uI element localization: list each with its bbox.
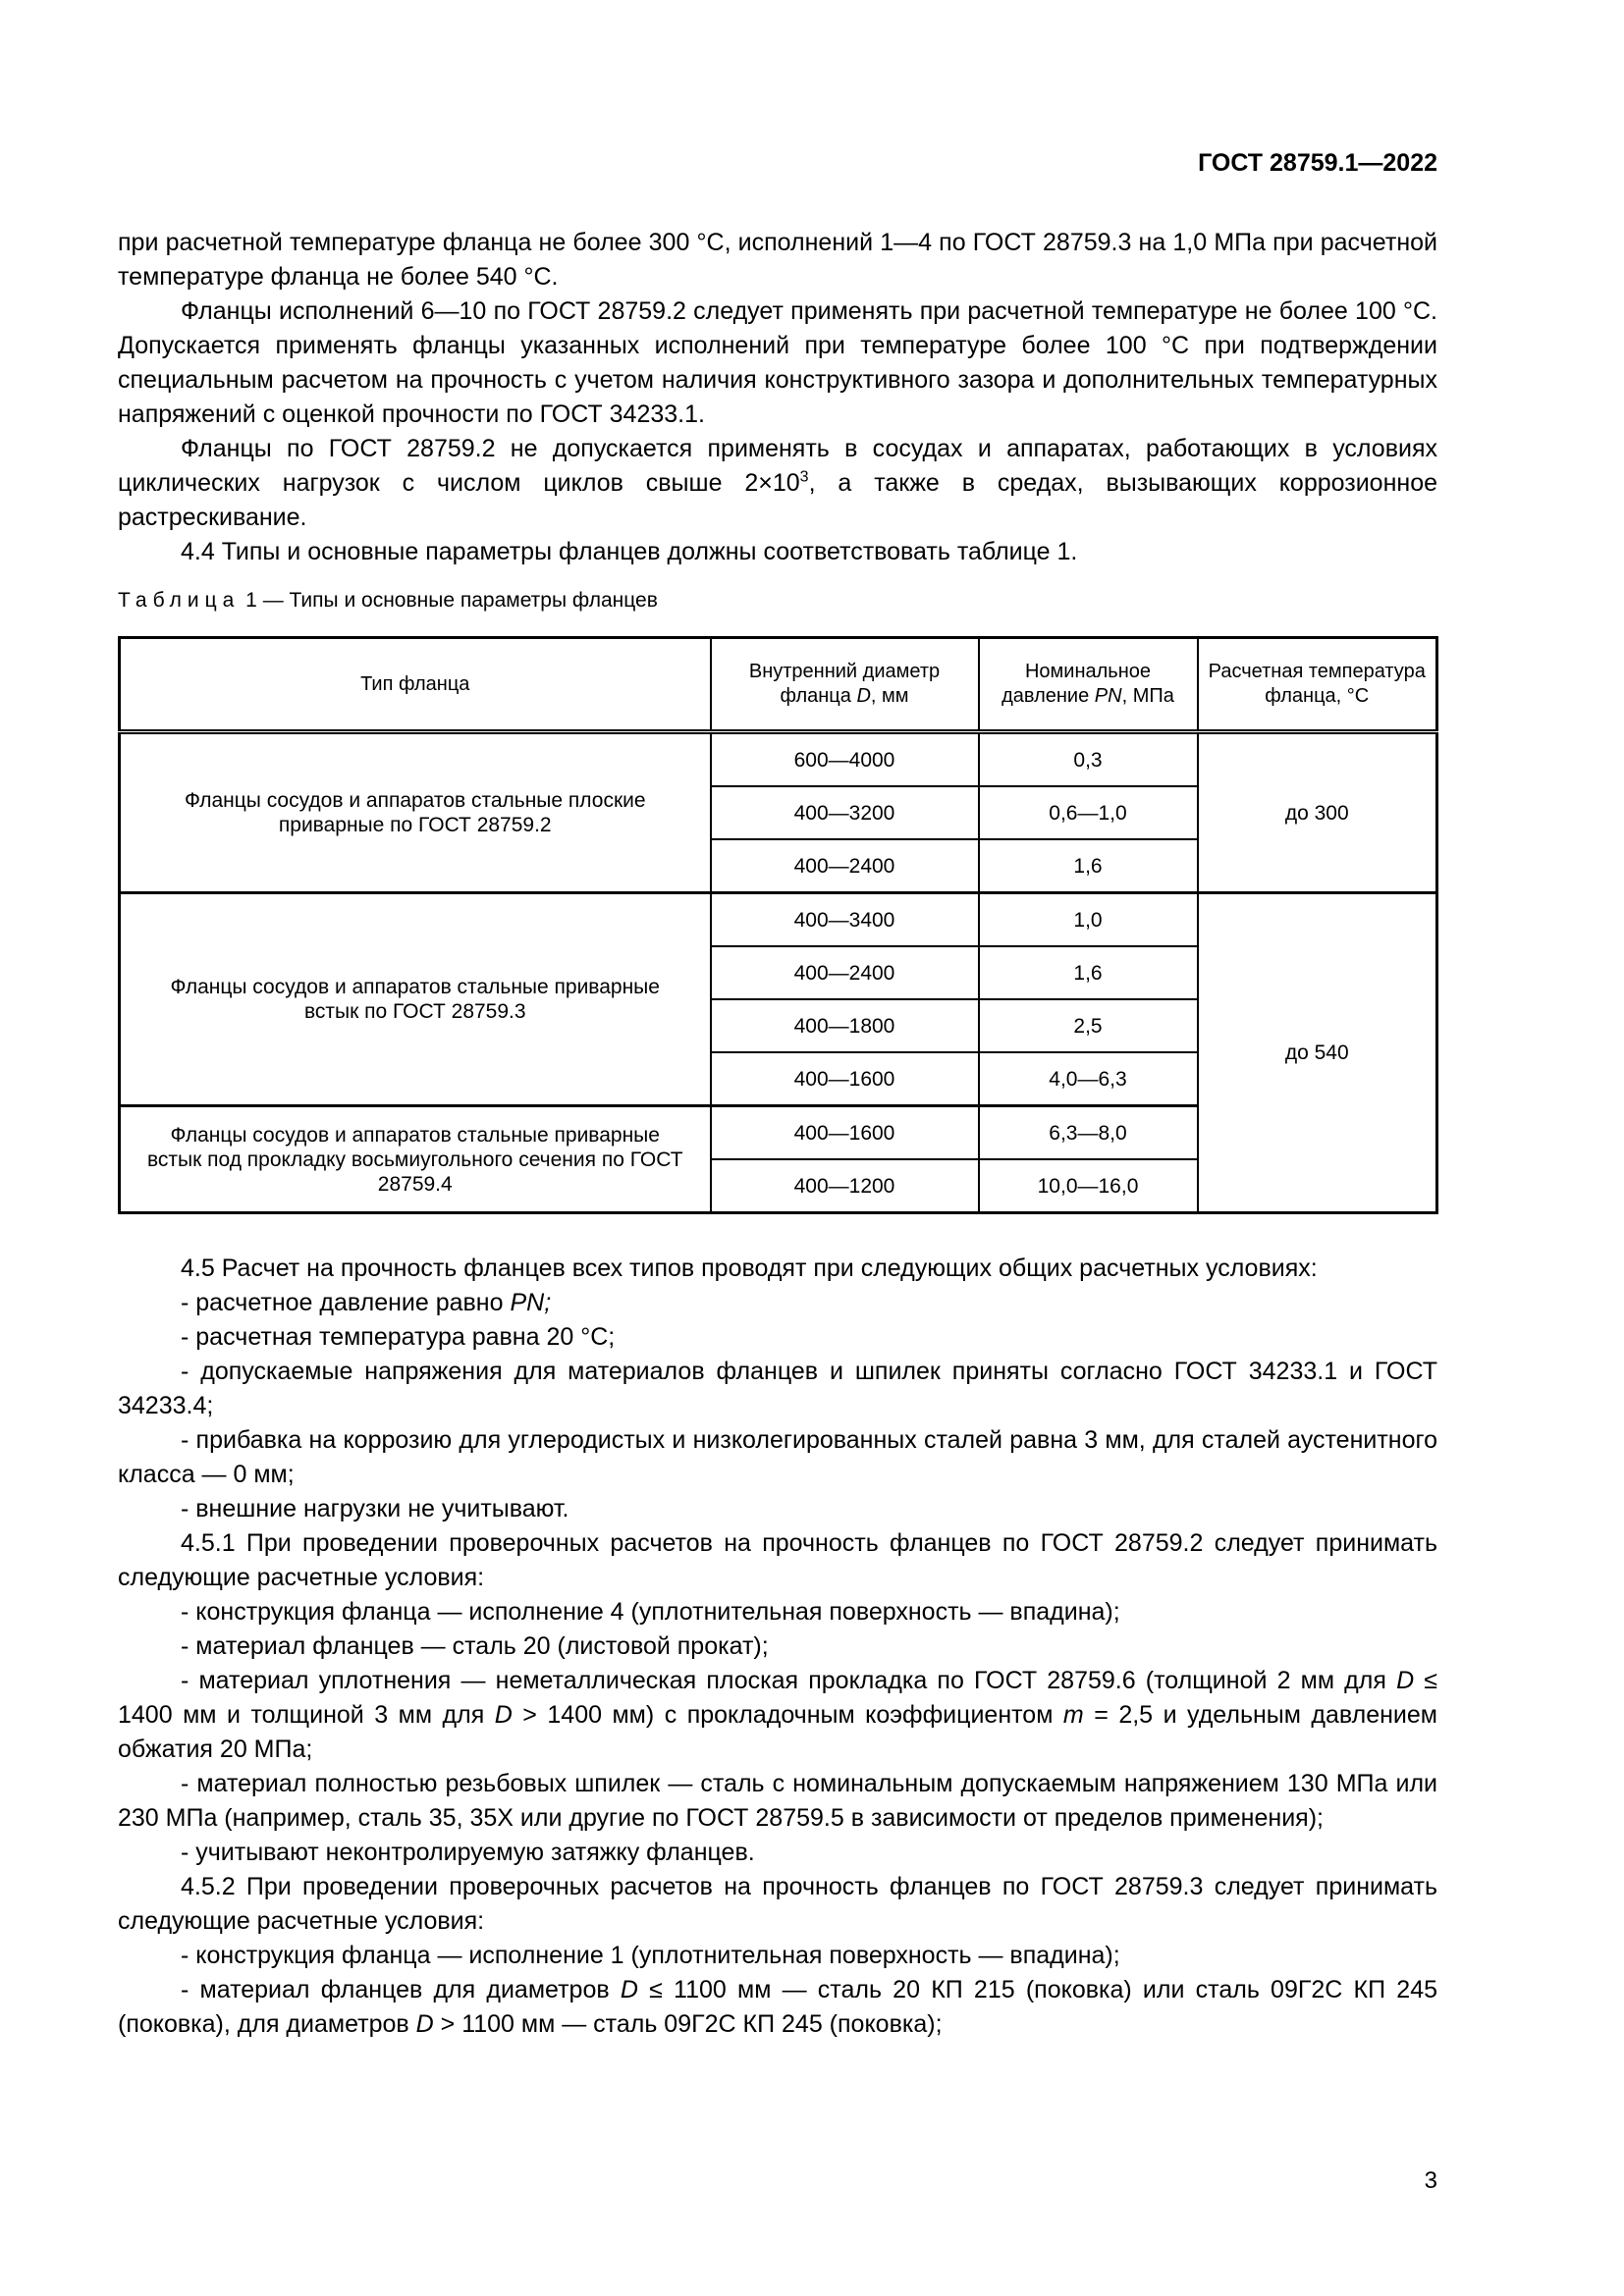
header-pressure: Номинальное давление PN, МПа	[979, 638, 1198, 732]
paragraph	[118, 1423, 1437, 1492]
paragraph	[118, 1629, 1437, 1664]
text-segment: - материал полностью резьбовых шпилек — сталь с номинальным допускаемым напряжением 130 МПа или 230 МПа (например, сталь 35, 35Х или другие по ГОСТ 28759.5 в зависимости от пределов применения);	[118, 1770, 1437, 1832]
text-segment: > 1100 мм — сталь 09Г2С КП 245 (поковка);	[433, 2010, 943, 2038]
paragraph	[118, 294, 1437, 432]
cell-diameter: 600—4000	[711, 732, 979, 787]
text-segment: D	[415, 2010, 434, 2038]
cell-pressure: 1,0	[979, 893, 1198, 947]
text-segment: > 1400 мм) с прокладочным коэффициентом	[512, 1701, 1063, 1729]
cell-diameter: 400—1600	[711, 1106, 979, 1160]
text-segment: - расчетное давление равно	[181, 1289, 511, 1316]
document-header: ГОСТ 28759.1—2022	[1198, 149, 1437, 177]
paragraph	[118, 1939, 1437, 1973]
cell-flange-type: Фланцы сосудов и аппаратов стальные плоские приварные по ГОСТ 28759.2	[120, 732, 711, 893]
table-caption	[118, 589, 658, 613]
text-segment: - материал уплотнения — неметаллическая плоская прокладка по ГОСТ 28759.6 (толщиной 2 мм для	[181, 1667, 1397, 1694]
text-segment: - конструкция фланца — исполнение 4 (уплотнительная поверхность — впадина);	[181, 1598, 1120, 1626]
text-segment: PN;	[510, 1289, 552, 1316]
paragraph	[118, 1595, 1437, 1629]
text-segment: - расчетная температура равна 20 °С;	[181, 1323, 616, 1351]
cell-pressure: 1,6	[979, 839, 1198, 893]
text-segment: - конструкция фланца — исполнение 1 (уплотнительная поверхность — впадина);	[181, 1942, 1120, 1969]
cell-flange-type: Фланцы сосудов и аппаратов стальные приварные встык по ГОСТ 28759.3	[120, 893, 711, 1106]
cell-flange-type: Фланцы сосудов и аппаратов стальные приварные встык под прокладку восьмиугольного сечения по ГОСТ 28759.4	[120, 1106, 711, 1213]
text-segment: m	[1062, 1701, 1084, 1729]
paragraph	[118, 1286, 1437, 1320]
paragraph	[118, 1973, 1437, 2042]
cell-diameter: 400—1600	[711, 1052, 979, 1106]
paragraph	[118, 226, 1437, 294]
table-row	[120, 732, 1437, 787]
cell-pressure: 4,0—6,3	[979, 1052, 1198, 1106]
text-segment: D	[1396, 1667, 1415, 1694]
cell-temperature: до 300	[1198, 732, 1437, 893]
paragraph	[118, 432, 1437, 535]
text-segment: Фланцы по ГОСТ 28759.2 не допускается применять в сосудах и аппаратах, работающих в условиях циклических нагрузок с числом циклов свыше 2×10	[118, 435, 1437, 497]
text-segment: 4.5 Расчет на прочность фланцев всех типов проводят при следующих общих расчетных условиях:	[181, 1255, 1318, 1282]
text-segment: ≤ 1100 мм — сталь 20 КП 215 (поковка) или сталь 09Г2С КП 245 (поковка), для диаметров	[118, 1976, 1438, 2038]
cell-pressure: 0,3	[979, 732, 1198, 787]
text-segment: - прибавка на коррозию для углеродистых и низколегированных сталей равна 3 мм, для сталей аустенитного класса — 0 мм;	[118, 1426, 1437, 1488]
bottom-text	[118, 1252, 1437, 2042]
paragraph	[118, 1252, 1437, 1286]
text-segment: - внешние нагрузки не учитывают.	[181, 1495, 569, 1522]
paragraph	[118, 1320, 1437, 1355]
paragraph	[118, 1355, 1437, 1423]
cell-diameter: 400—2400	[711, 839, 979, 893]
text-segment: Фланцы исполнений 6—10 по ГОСТ 28759.2 следует применять при расчетной температуре не более 100 °С. Допускается применять фланцы указанных исполнений при температуре более 100 °С при подтверждении специальным расчетом на прочность с учетом наличия конструктивного зазора и дополнительных температурных напряжений с оценкой прочности по ГОСТ 34233.1.	[118, 297, 1437, 428]
table-row	[120, 893, 1437, 947]
text-segment: 4.5.1 При проведении проверочных расчетов на прочность фланцев по ГОСТ 28759.2 следует принимать следующие расчетные условия:	[118, 1529, 1437, 1591]
text-segment: - допускаемые напряжения для материалов фланцев и шпилек приняты согласно ГОСТ 34233.1 и ГОСТ 34233.4;	[118, 1358, 1437, 1419]
cell-diameter: 400—3400	[711, 893, 979, 947]
header-diameter: Внутренний диаметр фланца D, мм	[711, 638, 979, 732]
text-segment: D	[620, 1976, 638, 2003]
text-segment: 4.4 Типы и основные параметры фланцев должны соответствовать таблице 1.	[181, 538, 1078, 565]
paragraph	[118, 535, 1437, 569]
header-temperature: Расчетная температура фланца, °С	[1198, 638, 1437, 732]
cell-pressure: 0,6—1,0	[979, 786, 1198, 839]
text-segment: - учитывают неконтролируемую затяжку фланцев.	[181, 1839, 755, 1866]
cell-temperature: до 540	[1198, 893, 1437, 1213]
text-segment: - материал фланцев для диаметров	[181, 1976, 621, 2003]
text-segment: 3	[799, 468, 809, 486]
header-type: Тип фланца	[120, 638, 711, 732]
paragraph	[118, 1492, 1437, 1526]
cell-diameter: 400—3200	[711, 786, 979, 839]
text-segment: - материал фланцев — сталь 20 (листовой прокат);	[181, 1632, 769, 1660]
paragraph	[118, 1526, 1437, 1595]
paragraph	[118, 1664, 1437, 1767]
flange-parameters-table	[118, 636, 1438, 1214]
page-number: 3	[1424, 2167, 1437, 2194]
cell-pressure: 6,3—8,0	[979, 1106, 1198, 1160]
cell-pressure: 1,6	[979, 946, 1198, 999]
top-text	[118, 226, 1437, 569]
table-caption-title: 1 — Типы и основные параметры фланцев	[240, 589, 658, 612]
text-segment: , а также в средах, вызывающих коррозионное растрескивание.	[118, 469, 1437, 531]
cell-diameter: 400—2400	[711, 946, 979, 999]
text-segment: ≤ 1400 мм и толщиной 3 мм для	[118, 1667, 1438, 1729]
paragraph	[118, 1836, 1437, 1870]
paragraph	[118, 1870, 1437, 1939]
text-segment: D	[494, 1701, 513, 1729]
text-segment: при расчетной температуре фланца не более 300 °С, исполнений 1—4 по ГОСТ 28759.3 на 1,0 МПа при расчетной температуре фланца не более 540 °С.	[118, 229, 1437, 291]
table-caption-prefix: Таблица	[118, 589, 241, 612]
cell-diameter: 400—1800	[711, 999, 979, 1052]
text-segment: = 2,5 и удельным давлением обжатия 20 МПа;	[118, 1701, 1437, 1763]
cell-diameter: 400—1200	[711, 1159, 979, 1213]
paragraph	[118, 1767, 1437, 1836]
cell-pressure: 10,0—16,0	[979, 1159, 1198, 1213]
cell-pressure: 2,5	[979, 999, 1198, 1052]
text-segment: 4.5.2 При проведении проверочных расчетов на прочность фланцев по ГОСТ 28759.3 следует принимать следующие расчетные условия:	[118, 1873, 1437, 1935]
